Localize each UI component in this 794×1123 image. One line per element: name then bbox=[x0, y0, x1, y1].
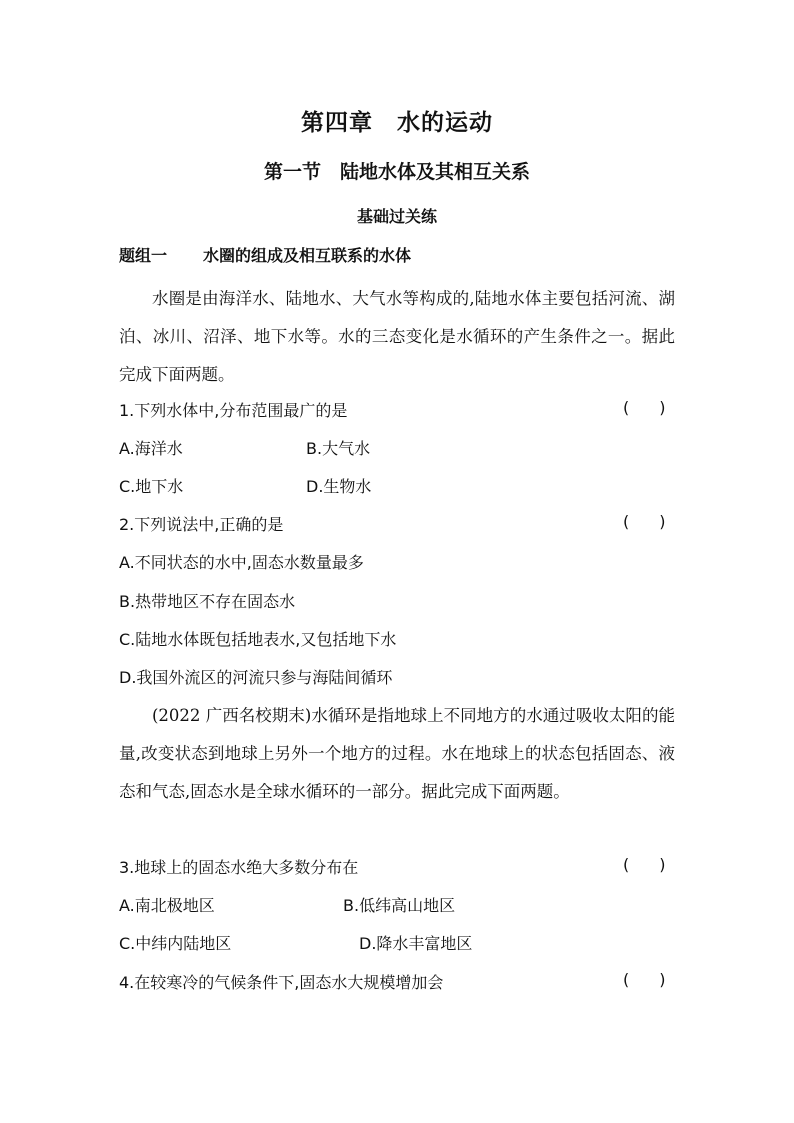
paren-open: ( bbox=[623, 970, 630, 989]
section-title: 第一节 陆地水体及其相互关系 bbox=[263, 161, 530, 183]
q4-stem: 4.在较寒冷的气候条件下,固态水大规模增加会 bbox=[119, 973, 444, 992]
q3-option-d: D.降水丰富地区 bbox=[359, 934, 473, 953]
paren-close: ) bbox=[659, 970, 666, 989]
q1-option-c: C.地下水 bbox=[119, 477, 184, 496]
q1-option-b: B.大气水 bbox=[306, 439, 371, 458]
q1-option-a: A.海洋水 bbox=[119, 439, 183, 458]
question-group-heading bbox=[119, 243, 411, 266]
chapter-title: 第四章 水的运动 bbox=[301, 110, 493, 136]
paren-open: ( bbox=[623, 512, 630, 531]
subsection-title: 基础过关练 bbox=[356, 207, 437, 226]
q3-option-b: B.低纬高山地区 bbox=[343, 896, 456, 915]
q2-option-b: B.热带地区不存在固态水 bbox=[119, 592, 296, 611]
group-title: 水圈的组成及相互联系的水体 bbox=[203, 246, 412, 265]
passage-1: 水圈是由海洋水、陆地水、大气水等构成的,陆地水体主要包括河流、湖泊、冰川、沼泽、地下水等。水的三态变化是水循环的产生条件之一。据此完成下面两题。 bbox=[119, 289, 675, 384]
q2-option-c: C.陆地水体既包括地表水,又包括地下水 bbox=[119, 630, 397, 649]
paren-close: ) bbox=[659, 398, 666, 417]
q2-option-d: D.我国外流区的河流只参与海陆间循环 bbox=[119, 668, 393, 687]
q2-option-a: A.不同状态的水中,固态水数量最多 bbox=[119, 553, 364, 572]
q2-stem: 2.下列说法中,正确的是 bbox=[119, 515, 284, 534]
q2-answer-blank bbox=[623, 512, 666, 531]
q4-answer-blank bbox=[623, 970, 666, 989]
paren-close: ) bbox=[659, 512, 666, 531]
paren-close: ) bbox=[659, 855, 666, 874]
q1-stem: 1.下列水体中,分布范围最广的是 bbox=[119, 401, 348, 420]
passage-2: (2022 广西名校期末)水循环是指地球上不同地方的水通过吸收太阳的能量,改变状态到地球上另外一个地方的过程。水在地球上的状态包括固态、液态和气态,固态水是全球水循环的一部分。据此完成下面两题。 bbox=[119, 706, 675, 801]
q1-answer-blank bbox=[623, 398, 666, 417]
q3-answer-blank bbox=[623, 855, 666, 874]
q3-option-a: A.南北极地区 bbox=[119, 896, 215, 915]
q3-stem: 3.地球上的固态水绝大多数分布在 bbox=[119, 858, 359, 877]
paren-open: ( bbox=[623, 855, 630, 874]
q3-option-c: C.中纬内陆地区 bbox=[119, 934, 232, 953]
q1-option-d: D.生物水 bbox=[306, 477, 372, 496]
group-label: 题组一 bbox=[119, 246, 168, 265]
paren-open: ( bbox=[623, 398, 630, 417]
